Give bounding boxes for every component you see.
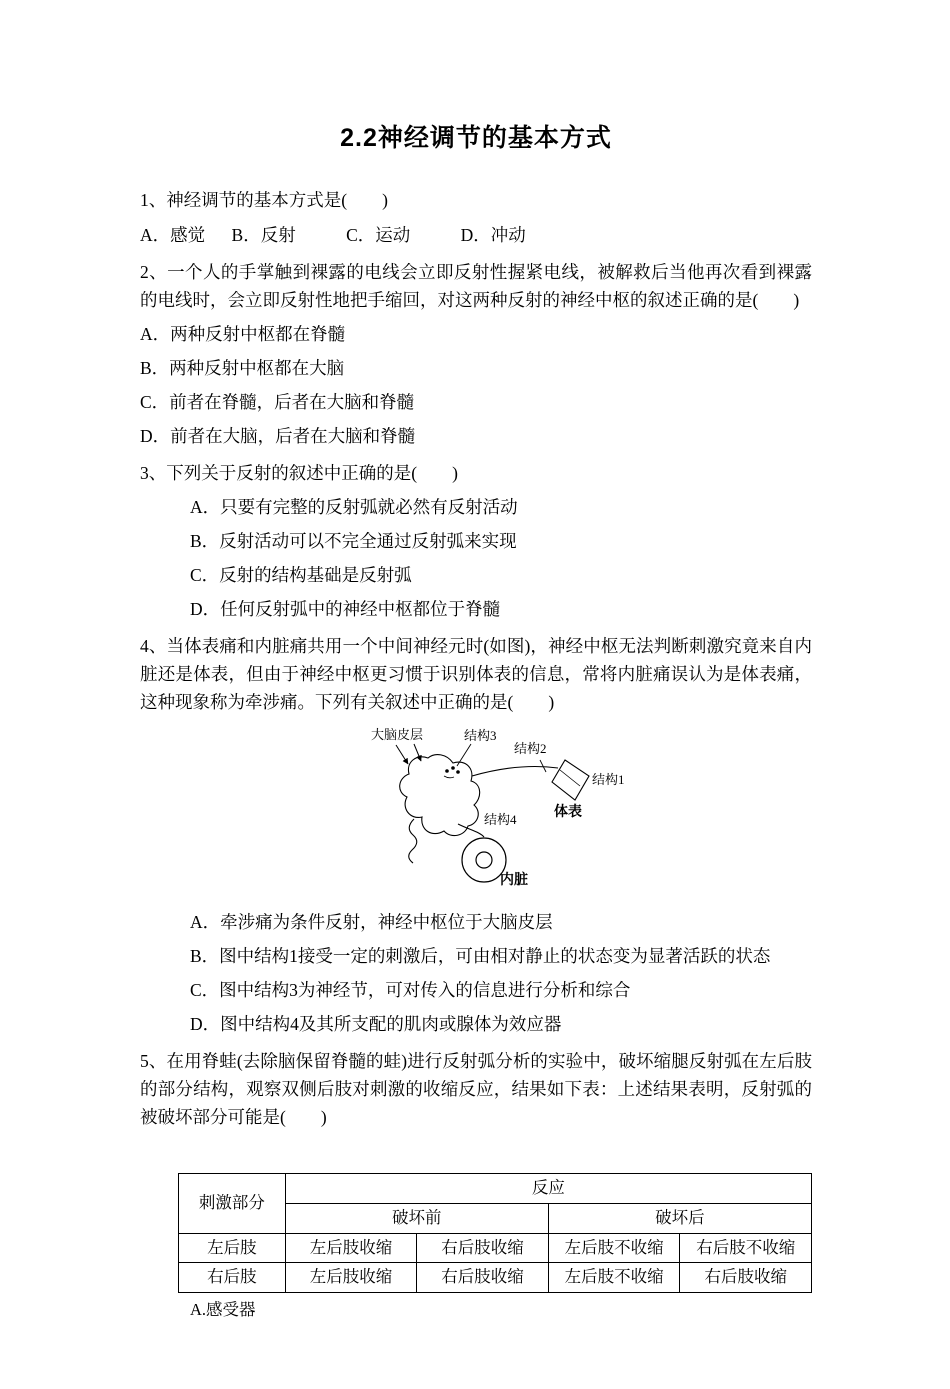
table-header-after: 破坏后 [548, 1203, 811, 1233]
reflex-results-table [178, 1173, 812, 1293]
structure1-diamond [552, 760, 589, 800]
structure1-label: 结构1 [592, 772, 625, 787]
q3-option-c: C．反射的结构基础是反射弧 [190, 565, 412, 585]
table-cell: 右后肢收缩 [417, 1233, 549, 1263]
question-1-stem: 1、神经调节的基本方式是( ) [140, 190, 388, 210]
q1-option-a: A．感觉 [140, 225, 206, 245]
structure2-tick [540, 760, 546, 772]
surface-label: 体表 [554, 805, 582, 820]
q2-option-c: C．前者在脊髓，后者在大脑和脊髓 [140, 392, 415, 412]
brain-outline [400, 755, 480, 836]
structure4-label: 结构4 [484, 812, 517, 827]
q4-option-b: B．图中结构1接受一定的刺激后，可由相对静止的状态变为显著活跃的状态 [190, 946, 771, 966]
table-cell: 右后肢收缩 [680, 1263, 812, 1293]
q4-option-d: D．图中结构4及其所支配的肌肉或腺体为效应器 [190, 1014, 562, 1034]
table-cell: 右后肢 [179, 1263, 286, 1293]
synapse-fibres [444, 776, 454, 778]
question-4-stem: 4、当体表痛和内脏痛共用一个中间神经元时(如图)，神经中枢无法判断刺激究竟来自内脏还是体表，但由于神经中枢更习惯于识别体表的信息，常将内脏痛误认为是体表痛，这种现象称为牵涉痛。下列有关叙述中正确的是( ) [140, 636, 812, 712]
table-cell: 右后肢收缩 [417, 1263, 549, 1293]
q1-option-d: D．冲动 [460, 225, 526, 245]
table-header-stimulus: 刺激部分 [179, 1174, 286, 1234]
page-title: 2.2神经调节的基本方式 [340, 124, 612, 152]
q5-option-a: A.感受器 [190, 1300, 256, 1319]
table-cell: 左后肢不收缩 [548, 1233, 680, 1263]
table-header-reaction: 反应 [285, 1174, 811, 1204]
q1-option-b: B．反射 [231, 225, 296, 245]
synapse-dot-2 [451, 766, 455, 770]
table-cell: 左后肢 [179, 1233, 286, 1263]
question-2 [140, 258, 812, 450]
q3-option-b: B．反射活动可以不完全通过反射弧来实现 [190, 531, 517, 551]
question-5 [140, 1047, 812, 1323]
q2-option-b: B．两种反射中枢都在大脑 [140, 358, 345, 378]
table-row [179, 1263, 812, 1293]
viscera-label: 内脏 [500, 873, 528, 888]
synapse-dot-3 [456, 770, 460, 774]
question-5-stem: 5、在用脊蛙(去除脑保留脊髓的蛙)进行反射弧分析的实验中，破坏缩腿反射弧在左后肢的部分结构，观察双侧后肢对刺激的收缩反应，结果如下表：上述结果表明，反射弧的被破坏部分可能是( ) [140, 1051, 812, 1127]
referred-pain-diagram-svg [368, 724, 678, 894]
q4-option-c: C．图中结构3为神经节，可对传入的信息进行分析和综合 [190, 980, 631, 1000]
q2-option-a: A．两种反射中枢都在脊髓 [140, 324, 346, 344]
q1-option-c: C．运动 [346, 225, 411, 245]
q4-option-a: A．牵涉痛为条件反射，神经中枢位于大脑皮层 [190, 912, 553, 932]
question-4 [140, 632, 812, 1038]
cortex-arrow-1 [396, 745, 408, 764]
table-cell: 左后肢收缩 [285, 1233, 417, 1263]
structure1-inner-line [560, 770, 580, 786]
cortex-label: 大脑皮层 [371, 727, 424, 742]
structure3-label: 结构3 [464, 728, 497, 743]
synapse-dot-1 [445, 769, 449, 773]
referred-pain-diagram [368, 724, 812, 902]
brain-tail-squiggle [409, 819, 417, 863]
question-1 [140, 186, 812, 249]
question-3-stem: 3、下列关于反射的叙述中正确的是( ) [140, 463, 458, 483]
table-cell: 左后肢不收缩 [548, 1263, 680, 1293]
q3-option-a: A．只要有完整的反射弧就必然有反射活动 [190, 497, 518, 517]
structure4-line [458, 824, 484, 837]
table-cell: 右后肢不收缩 [680, 1233, 812, 1263]
table-row [179, 1233, 812, 1263]
structure2-label: 结构2 [514, 741, 547, 756]
viscera-inner-circle [476, 852, 492, 868]
structure2-line [472, 766, 558, 776]
table-cell: 左后肢收缩 [285, 1263, 417, 1293]
question-1-options [140, 221, 812, 249]
q2-option-d: D．前者在大脑，后者在大脑和脊髓 [140, 426, 416, 446]
question-2-stem: 2、一个人的手掌触到裸露的电线会立即反射性握紧电线，被解救后当他再次看到裸露的电线时，会立即反射性地把手缩回，对这两种反射的神经中枢的叙述正确的是( ) [140, 262, 812, 310]
question-3 [140, 459, 812, 623]
table-header-before: 破坏前 [285, 1203, 548, 1233]
table-header-row-1 [179, 1174, 812, 1204]
q3-option-d: D．任何反射弧中的神经中枢都位于脊髓 [190, 599, 501, 619]
